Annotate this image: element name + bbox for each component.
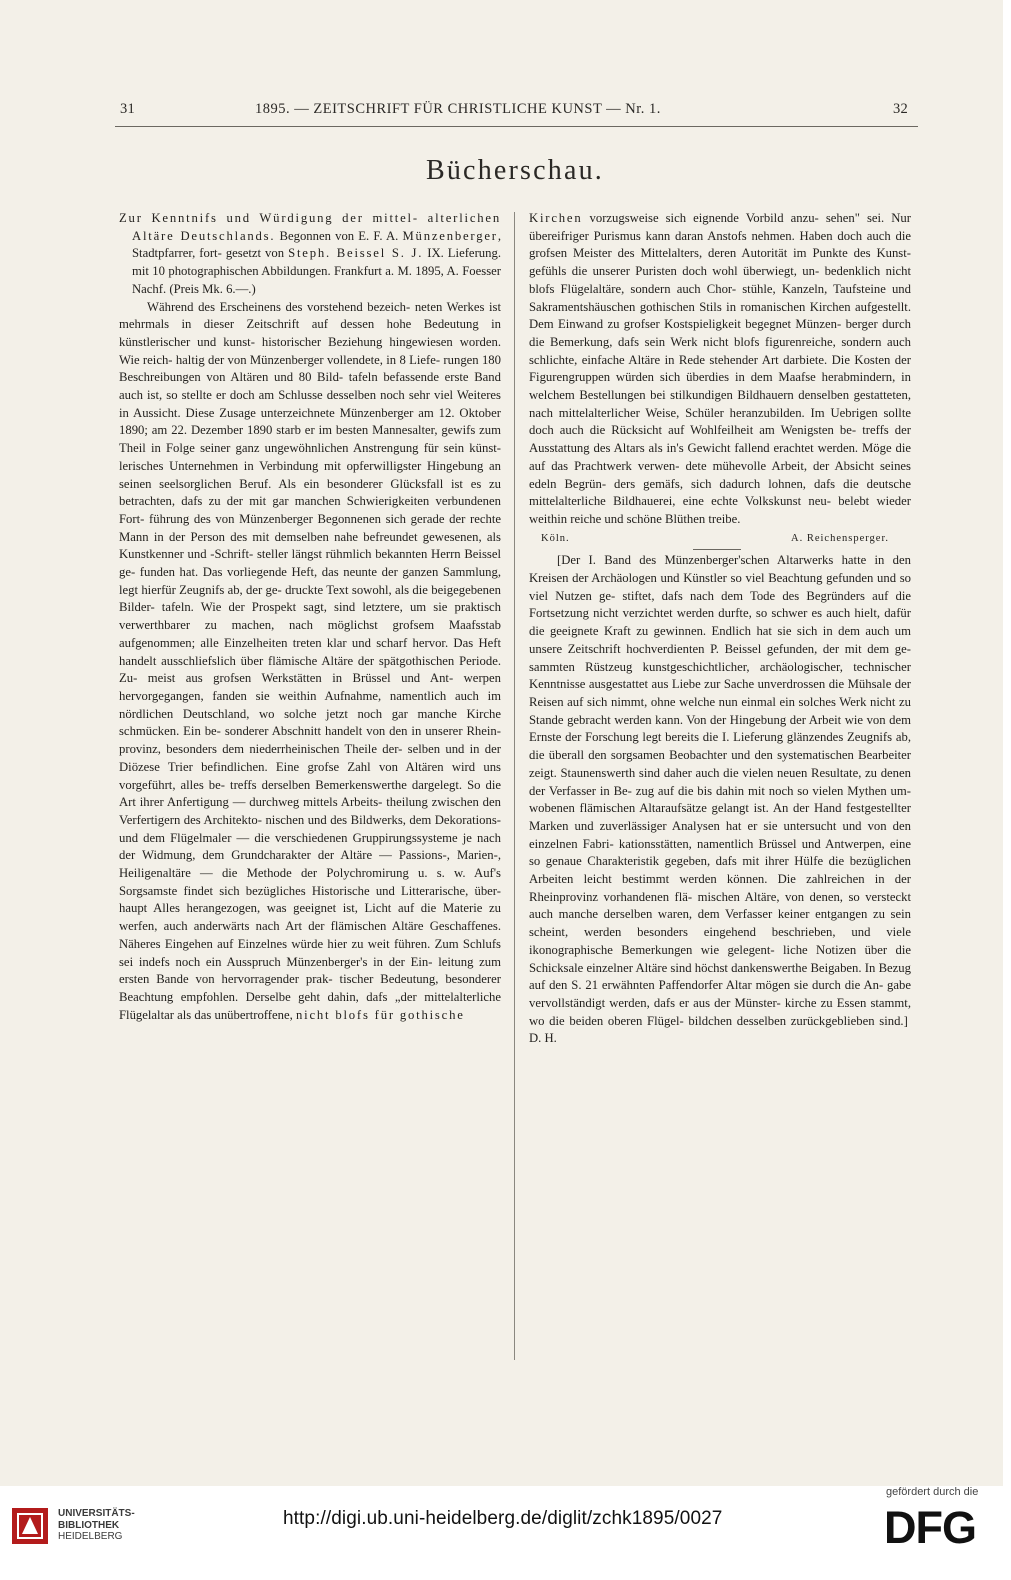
signature-name: A. Reichensperger. [791, 532, 889, 544]
section-title: Bücherschau. [425, 155, 604, 186]
university-seal-icon [10, 1506, 50, 1546]
library-name: UNIVERSITÄTS- BIBLIOTHEK HEIDELBERG [58, 1508, 135, 1542]
funded-by-label: gefördert durch die [886, 1486, 979, 1498]
signature-place: Köln. [541, 532, 570, 544]
note-initials: D. H. [529, 1031, 557, 1046]
left-column [119, 210, 501, 1024]
header-rule [115, 126, 918, 127]
book-entry: Zur Kenntnifs und Würdigung der mittel- alterlichen Altäre Deutschlands. Begonnen von E. F. A. Münzenberger, Stadtpfarrer, fort- gesetzt von Steph. Beissel S. J. IX. Lieferung. mit 10 photographischen Abbildungen. Frankfurt a. M. 1895, A. Foesser Nachf. (Preis Mk. 6.—.) [119, 211, 501, 296]
signature [529, 530, 911, 548]
right-page-number: 32 [893, 101, 909, 117]
footer [0, 1486, 1011, 1580]
right-column [529, 210, 911, 1048]
column-divider [514, 212, 515, 1360]
digital-library-link[interactable]: http://digi.ub.uni-heidelberg.de/diglit/zchk1895/0027 [283, 1508, 723, 1529]
running-title: 1895. — ZEITSCHRIFT FÜR CHRISTLICHE KUNST — Nr. 1. [255, 101, 661, 117]
author-name: Steph. Beissel S. J. [288, 246, 424, 261]
page-edge [1003, 0, 1011, 1580]
review-continuation: Kirchen vorzugsweise sich eignende Vorbild anzu- sehen" sei. Nur übereifriger Purismus kann daran Anstofs nehmen. Haben doch auch die grofsen Meister des Mittelalters, deren Autorität im Punkte des Kunst- gefühls die unserer Puristen doch wohl überwiegt, un- bedenklich nicht blofs Flügelaltäre, sondern auch Chor- stühle, Kanzeln, Taufsteine und Sakramentshäuschen gothischen Stils in romanischen Kirchen aufgestellt. Dem Einwand zu grofser Kostspieligkeit begegnet Münzen- berger durch die Bemerkung, dafs sein Werk nicht blofs figurenreiche, sondern auch schlichte, einfache Altäre in Rede stehender Art darbiete. Die Kosten der Figurengruppen würden sich überdies in dem Maafse herabmindern, in welchem Bestellungen bei stilkundigen Bildhauern denselben gestatteten, nach mittelalterlicher Weise, Schüler heranzubilden. Im Uebrigen sollte doch auch die Rücksicht auf Wohlfeilheit am Wenigsten be- treffs der Ausstattung des Altars als in's Gewicht fallend erachtet werden. Möge die auf das Prachtwerk verwen- dete mühevolle Arbeit, der Absicht seines edeln Begrün- ders gemäfs, sich dadurch lohnen, dafs die deutsche mittelalterliche Bildhauerei, eine echte Volkskunst neu- belebt wieder weithin reiche und schöne Blüthen treibe. [529, 211, 911, 526]
editor-note: [Der I. Band des Münzenberger'schen Altarwerks hatte in den Kreisen der Archäologen und Künstler so viel Beachtung gefunden und so viel Nutzen ge- stiftet, dafs nach dem Tode des Begründers auf die Fortsetzung nicht verzichtet werden durfte, so schwer es auch hielt, dafür die geeignete Kraft zu gewinnen. Endlich hat sie sich in dem auch um unsere Zeitschrift hochverdienten P. Beissel gefunden, der mit dem ge- sammten Rüstzeug kunstgeschichtlicher, archäologischer, technischer Kenntnisse ausgestattet aus Liebe zur Sache unverdrossen die Mühsale der Reisen auf sich nimmt, ohne welche nun einmal ein solches Werk nicht zu Stande gebracht werden kann. Von der Hingebung der Arbeit wie von dem Ernste der Forschung legt bereits die I. Lieferung glänzendes Zeugnifs ab, die überall den sorgsamen Beobachter und den systematischen Bearbeiter zeigt. Staunenswerth sind daher auch die vielen neuen Resultate, zu denen der Verfasser in Be- zug auf die bis dahin mit noch so vielen Mythen um- wobenen flämischen Altaraufsätze gelangt ist. An der Hand festgestellter Marken und zuverlässiger Analysen hat er sie untersucht und von den einzelnen Fabri- kationsstätten, namentlich Brüssel und Antwerpen, eine so genaue Charakteristik gegeben, dafs mit ihrer Hülfe die bezüglichen Arbeiten leicht bestimmt werden können. Die zahlreichen in der Rheinprovinz vorhandenen flä- mischen Altäre, von denen, so versteckt auch manche derselben waren, dem Verfasser keiner entgangen zu sein scheint, werden besonders eingehend beschrieben, und viele ikonographische Bemerkungen wie gelegent- liche Notizen über die Schicksale einzelner Altäre sind höchst dankenswerthe Beigaben. In Bezug auf den S. 21 erwähnten Paffendorfer Altar mögen sie durch die An- gabe vervollständigt werden, dafs er aus der Münster- kirche zu Essen stammt, wo die beiden oberen Flügel- bildchen desselben zurückgeblieben sind.] D. H. [529, 553, 911, 1046]
review-body: Während des Erscheinens des vorstehend bezeich- neten Werkes ist mehrmals in dieser Zeitschrift auf dessen hohe Bedeutung in künstlerischer und kunst- historischer Beziehung hingewiesen worden. Wie reich- haltig der von Münzenberger vollendete, in 8 Liefe- rungen 180 Beschreibungen von Altären und 80 Bild- tafeln befassende erste Band auch ist, so stellte er doch am Schlusse desselben noch sehr viel Weiteres in Aussicht. Diese Zusage unterzeichnete Münzenberger am 12. Oktober 1890; am 22. Dezember 1890 starb er im besten Mannesalter, gewifs zum Theil in Folge seiner ganz ungewöhnlichen Anstrengung für sein künst- lerisches Unternehmen in Verbindung mit opferwilligster Hingebung an seinen seelsorglichen Beruf. Als ein besonderer Glücksfall ist es zu betrachten, dafs zu der mit gar manchen Schwierigkeiten verbundenen Fort- führung des von Münzenberger Begonnenen sich gerade der rechte Mann in der Person des mit demselben nahe befreundet gewesenen, als Kunstkenner und -Schrift- steller längst rühmlich bekannten Herrn Beissel ge- funden hat. Das vorliegende Heft, das neunte der ganzen Sammlung, legt hierfür Zeugnifs ab, der ge- druckte Text sowohl, als die beigegebenen Bilder- tafeln. Wie der Prospekt sagt, sind letztere, um sie praktisch verwerthbarer zu machen, nach möglichst grofsem Maafsstab aufgenommen; alle Einzelheiten treten klar und scharf hervor. Das Heft handelt ausschliefslich über flämische Altäre der spätgothischen Periode. Zu- meist aus grofsen Werkstätten in Brüssel und Ant- werpen hervorgegangen, fanden sie weithin Aufnahme, namentlich auch im nördlichen Deutschland, wo solche jetzt noch gar manche Kirche schmücken. Ein be- sonderer Abschnitt handelt von den in unserer Rhein- provinz, besonders dem niederrheinischen Theile der- selben und in der Diözese Trier befindlichen. Eine grofse Zahl von Altären wird uns vorgeführt, alles be- treffs derselben Bemerkenswerthe dargelegt. So die Art ihrer Anfertigung — durchweg mittels Arbeits- theilung zwischen den Verfertigern des Architekto- nischen und des Bildwerks, dem Dekorations- und dem Flügelmaler — die verschiedenen Gruppirungssysteme je nach der Widmung, dem Grundcharakter der Altäre — Passions-, Marien-, Heiligenaltäre — die Methode der Polychromirung u. s. w. Auf's Sorgsamste findet sich bezügliches Historische und Litterarische, über- haupt Alles herangezogen, was geeignet ist, Licht auf die Materie zu werfen, auch anderwärts nach Art der flämischen Altäre Geschaffenes. Näheres Eingehen auf Einzelnes würde hier zu weit führen. Zum Schlufs sei indefs noch ein Ausspruch Münzenberger's in der Ein- leitung zum ersten Bande von hervorragender prak- tischer Bedeutung, besonderer Beachtung empfohlen. Derselbe geht dahin, dafs „der mittelalterliche Flügelaltar als das unübertroffene, nicht blofs für gothische [119, 299, 501, 1022]
book-title: Zur Kenntnifs und Würdigung der mittel- alterlichen Altäre Deutschlands. [119, 211, 501, 243]
dfg-logo: DFG [884, 1502, 976, 1553]
author-name: Münzenberger [402, 228, 498, 243]
separator-rule [693, 549, 741, 550]
left-page-number: 31 [120, 101, 136, 117]
